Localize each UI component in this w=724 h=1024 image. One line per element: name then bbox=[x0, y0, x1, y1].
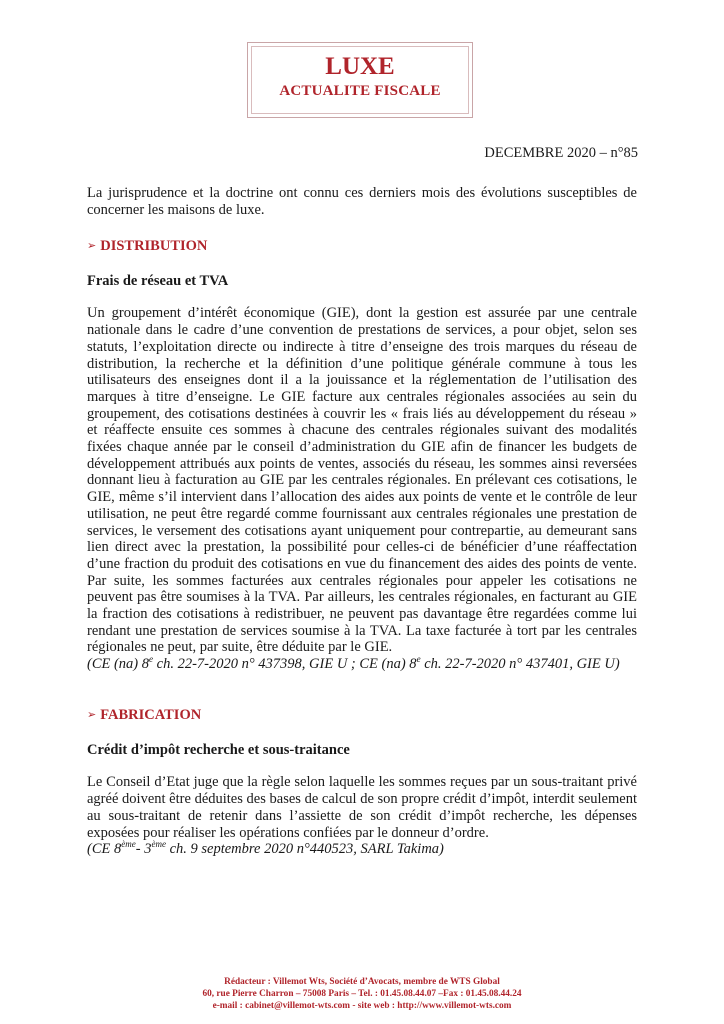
reference-superscript: e bbox=[416, 654, 421, 665]
footer-contact: e-mail : cabinet@villemot-wts.com - site web : http://www.villemot-wts.com bbox=[212, 1001, 512, 1012]
article-body: Un groupement d’intérêt économique (GIE), dont la gestion est assurée par une centrale nationale dans le cadre d’une convention de prestations de services, a pour objet, selon ses statuts, l’exploitation directe ou indirecte à titre d’enseigne des trois marques du réseau de distribution, la recherche et la définition d’une politique générale commune à tous les utilisateurs des enseignes dont il a la jouissance et la réglementation de l’utilisation des marques à titre d’enseigne. Le GIE facture aux centrales régionales associées au sein du groupement, des cotisations destinées à couvrir les « frais liés au développement du réseau » et réaffecte ensuite ces sommes à chacune des centrales régionales suivant des modalités fixées chaque année par le conseil d’administration du GIE afin de financer les budgets de développement attribués aux points de ventes, associés du réseau, les sommes ainsi reversées donnant lieu à facturation au GIE par les centrales régionales. En prélevant ces cotisations, le GIE, même s’il intervient dans l’allocation des aides aux points de vente et le contrôle de leur utilisation, ne peut être regardé comme fournissant aux centrales régionales une prestation de services, le versement des cotisations ayant uniquement pour contrepartie, au demeurant sans lien direct avec la prestation, la possibilité pour celles-ci de bénéficier d’une réaffectation d’une fraction du produit des cotisations en vue du financement des aides des points de vente. Par suite, les sommes facturées aux centrales régionales pour appeler les cotisations ne peuvent pas être soumises à la TVA. Par ailleurs, les centrales régionales, en facturant au GIE la fraction des cotisations à redistribuer, ne peuvent pas davantage être regardées comme lui rendant une prestation de services soumise à la TVA. La taxe facturée à tort par les centrales régionales ne peut, par suite, être déduite par le GIE. bbox=[87, 305, 637, 656]
masthead bbox=[247, 42, 473, 118]
reference-text: ch. 9 septembre 2020 n°440523, SARL Takima) bbox=[165, 841, 444, 858]
reference-text: (CE (na) 8 bbox=[87, 656, 150, 673]
section-fabrication bbox=[87, 707, 637, 858]
reference-superscript: ème bbox=[151, 839, 166, 850]
section-heading-label: DISTRIBUTION bbox=[100, 238, 208, 254]
masthead-title: LUXE bbox=[325, 53, 395, 80]
reference-superscript: ème bbox=[121, 839, 136, 850]
reference-text: (CE 8 bbox=[87, 841, 122, 858]
section-heading-label: FABRICATION bbox=[100, 707, 202, 723]
intro-block bbox=[87, 185, 637, 218]
article-title: Crédit d’impôt recherche et sous-traitance bbox=[87, 741, 350, 758]
arrow-right-icon: ➢ bbox=[87, 239, 97, 252]
section-heading bbox=[87, 238, 637, 256]
footer bbox=[0, 976, 724, 1013]
section-heading bbox=[87, 707, 637, 725]
article-body: Le Conseil d’Etat juge que la règle selon laquelle les sommes reçues par un sous-traitant privé agréé doivent être déduites des bases de calcul de son propre crédit d’impôt, interdit seulement au sous-traitant de retenir dans l’assiette de son crédit d’impôt recherche, les dépenses exposées pour réaliser les opérations confiées par le donneur d’ordre. bbox=[87, 774, 637, 841]
arrow-right-icon: ➢ bbox=[87, 708, 97, 721]
section-distribution bbox=[87, 238, 637, 673]
intro-paragraph: La jurisprudence et la doctrine ont connu ces derniers mois des évolutions susceptibles de concerner les maisons de luxe. bbox=[87, 185, 637, 218]
article-reference bbox=[87, 656, 637, 673]
issue-number: DECEMBRE 2020 – n°85 bbox=[484, 145, 638, 161]
article-reference bbox=[87, 841, 637, 858]
footer-address: 60, rue Pierre Charron – 75008 Paris – Tel. : 01.45.08.44.07 –Fax : 01.45.08.44.24 bbox=[202, 989, 522, 1000]
reference-text: - 3 bbox=[135, 841, 152, 858]
reference-superscript: e bbox=[149, 654, 154, 665]
article-title: Frais de réseau et TVA bbox=[87, 272, 229, 289]
reference-text: ch. 22-7-2020 n° 437398, GIE U ; CE (na) 8 bbox=[153, 656, 417, 673]
footer-author: Rédacteur : Villemot Wts, Société d’Avocats, membre de WTS Global bbox=[224, 977, 500, 987]
masthead-inner-frame bbox=[251, 46, 469, 114]
masthead-subtitle: ACTUALITE FISCALE bbox=[279, 83, 441, 99]
reference-text: ch. 22-7-2020 n° 437401, GIE U) bbox=[420, 656, 620, 673]
